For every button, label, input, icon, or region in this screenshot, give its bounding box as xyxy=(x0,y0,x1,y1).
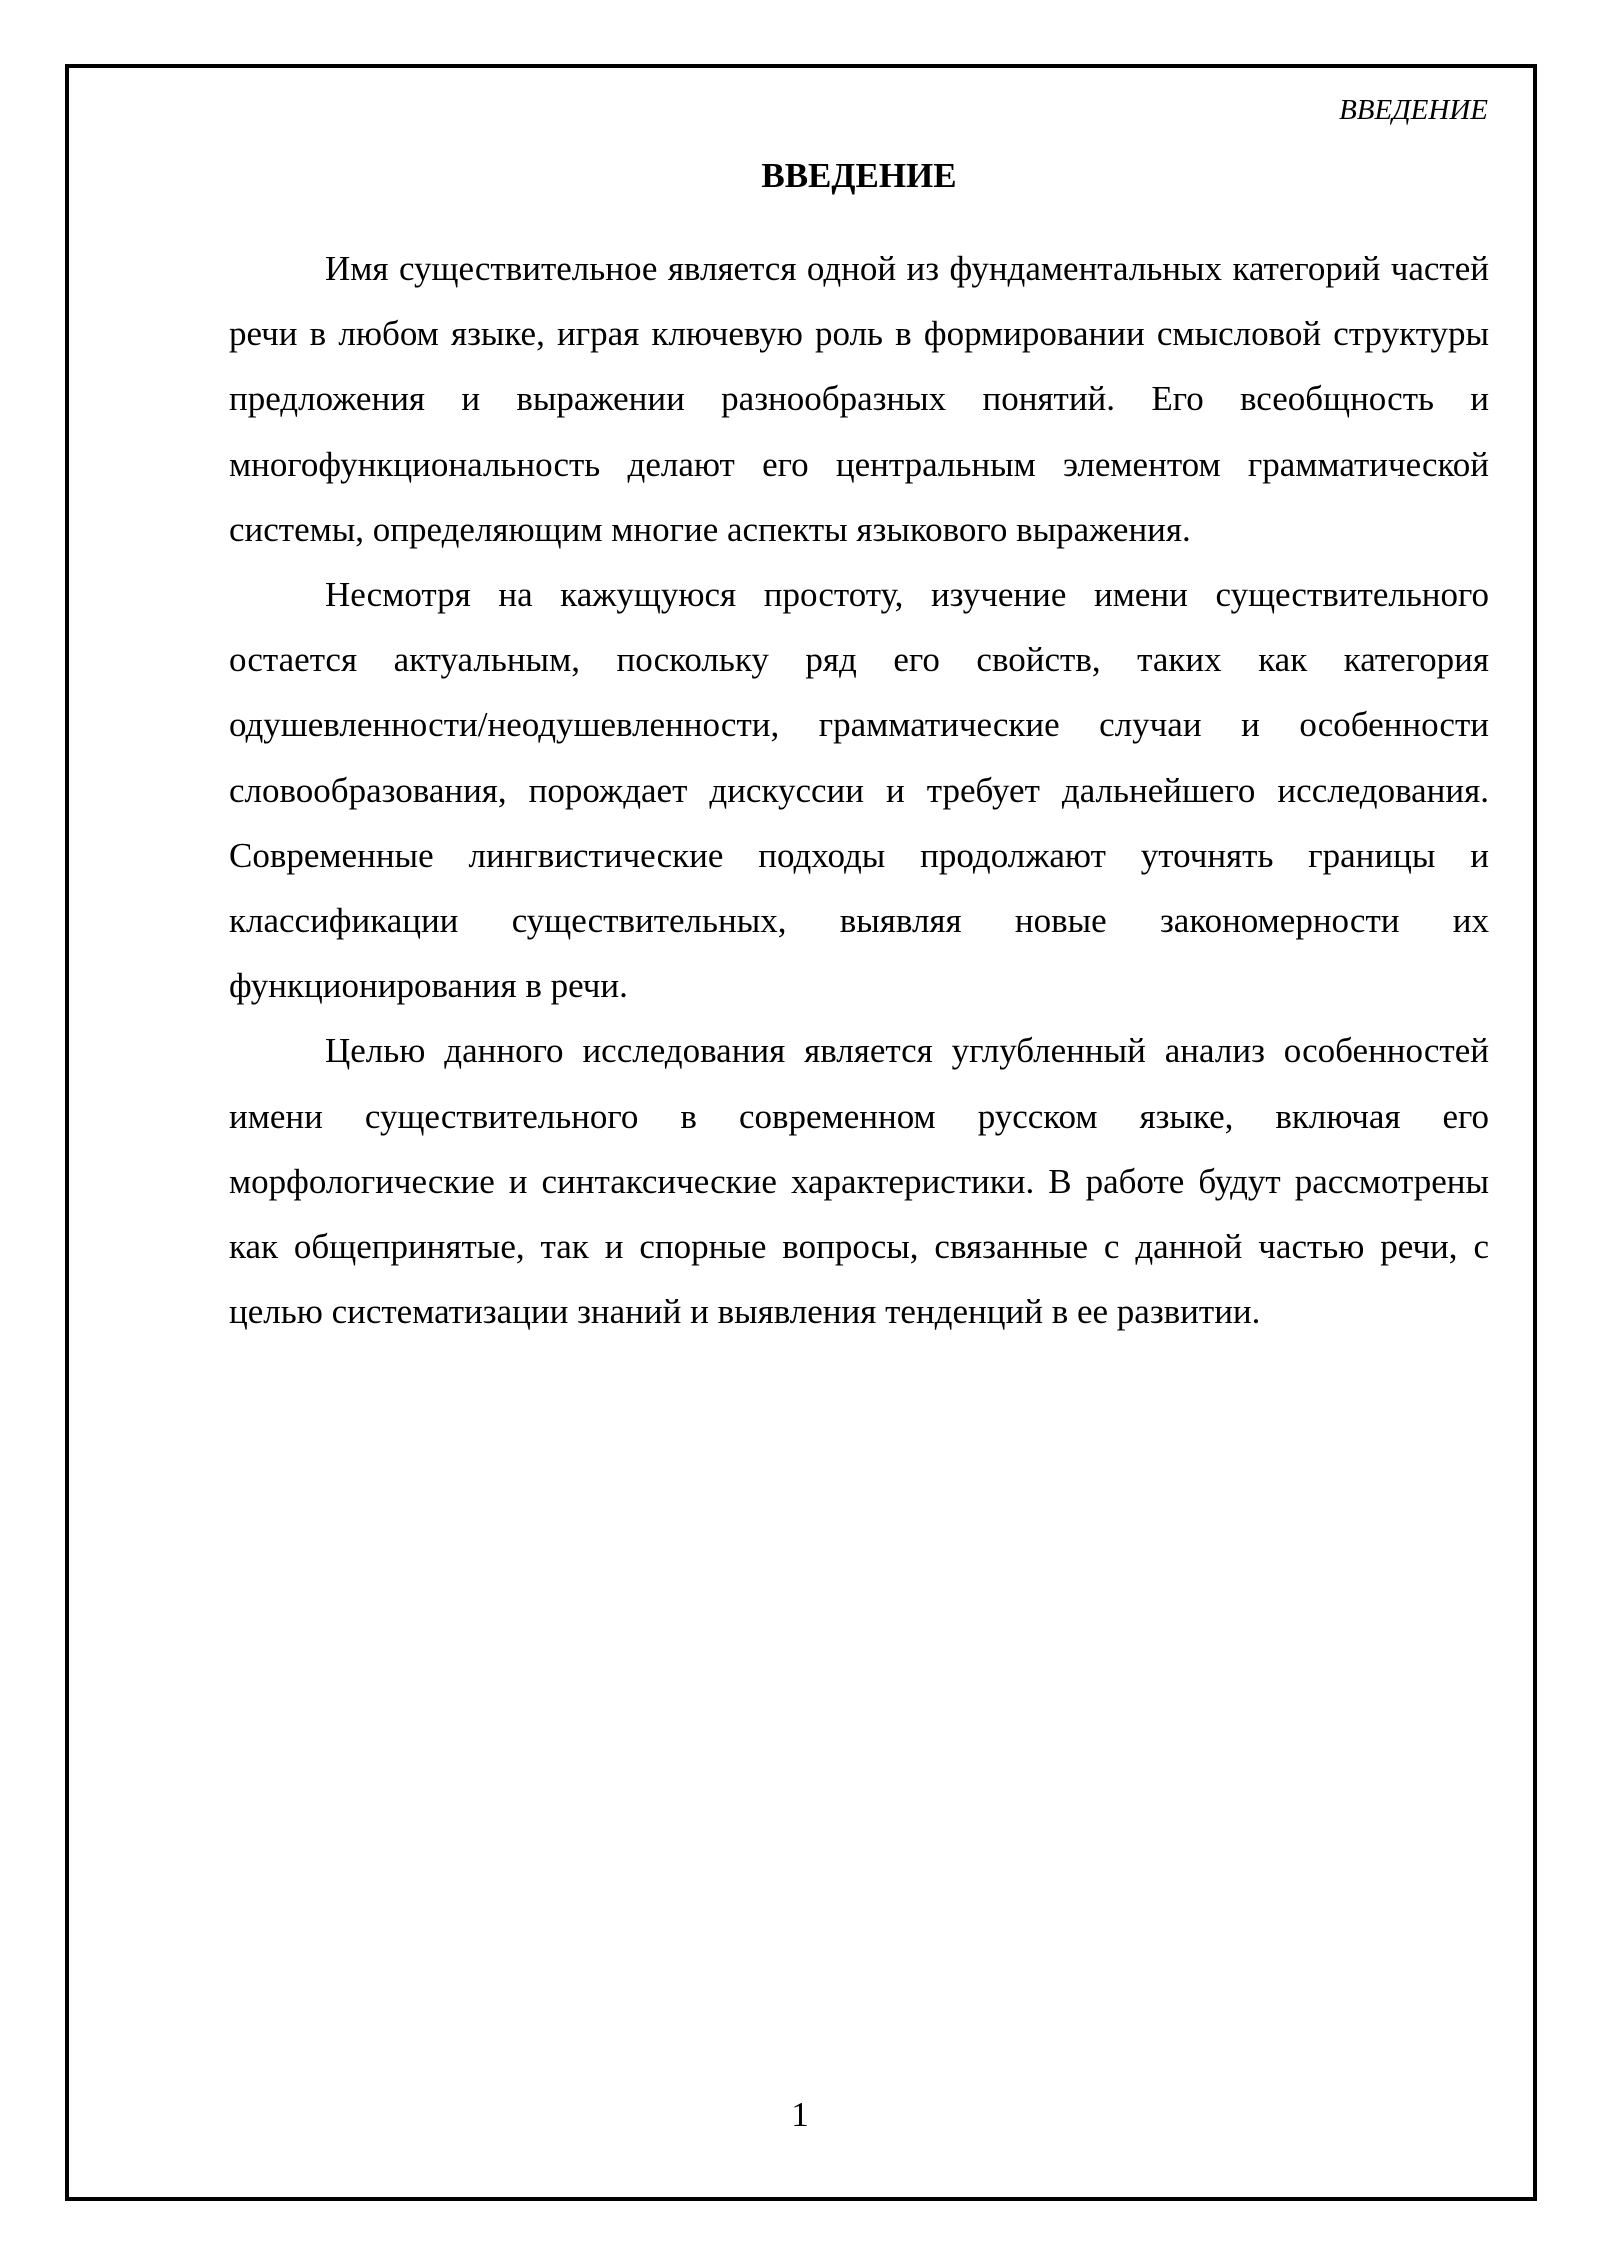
page-number: 1 xyxy=(791,2095,809,2134)
page-title: ВВЕДЕНИЕ xyxy=(761,156,957,195)
paragraph-3: Целью данного исследования является углубленный анализ особенностей имени существительного в современном русском языке, включая его морфологические и синтаксические характеристики. В работе будут рассмотрены как общепринятые, так и спорные вопросы, связанные с данной частью речи, с целью систематизации знаний и выявления тенденций в ее развитии. xyxy=(229,1031,1489,1332)
document-body xyxy=(229,144,1489,1344)
paragraph-1: Имя существительное является одной из фундаментальных категорий частей речи в любом языке, играя ключевую роль в формировании смысловой структуры предложения и выражении разнообразных понятий. Его всеобщность и многофункциональность делают его центральным элементом грамматической системы, определяющим многие аспекты языкового выражения. xyxy=(229,249,1489,549)
running-header: ВВЕДЕНИЕ xyxy=(1339,94,1488,126)
paragraph-2: Несмотря на кажущуюся простоту, изучение имени существительного остается актуальным, поскольку ряд его свойств, таких как категория одушевленности/неодушевленности, грамматические случаи и особенности словообразования, порождает дискуссии и требует дальнейшего исследования. Современные лингвистические подходы продолжают уточнять границы и классификации существительных, выявляя новые закономерности их функционирования в речи. xyxy=(229,575,1489,1006)
